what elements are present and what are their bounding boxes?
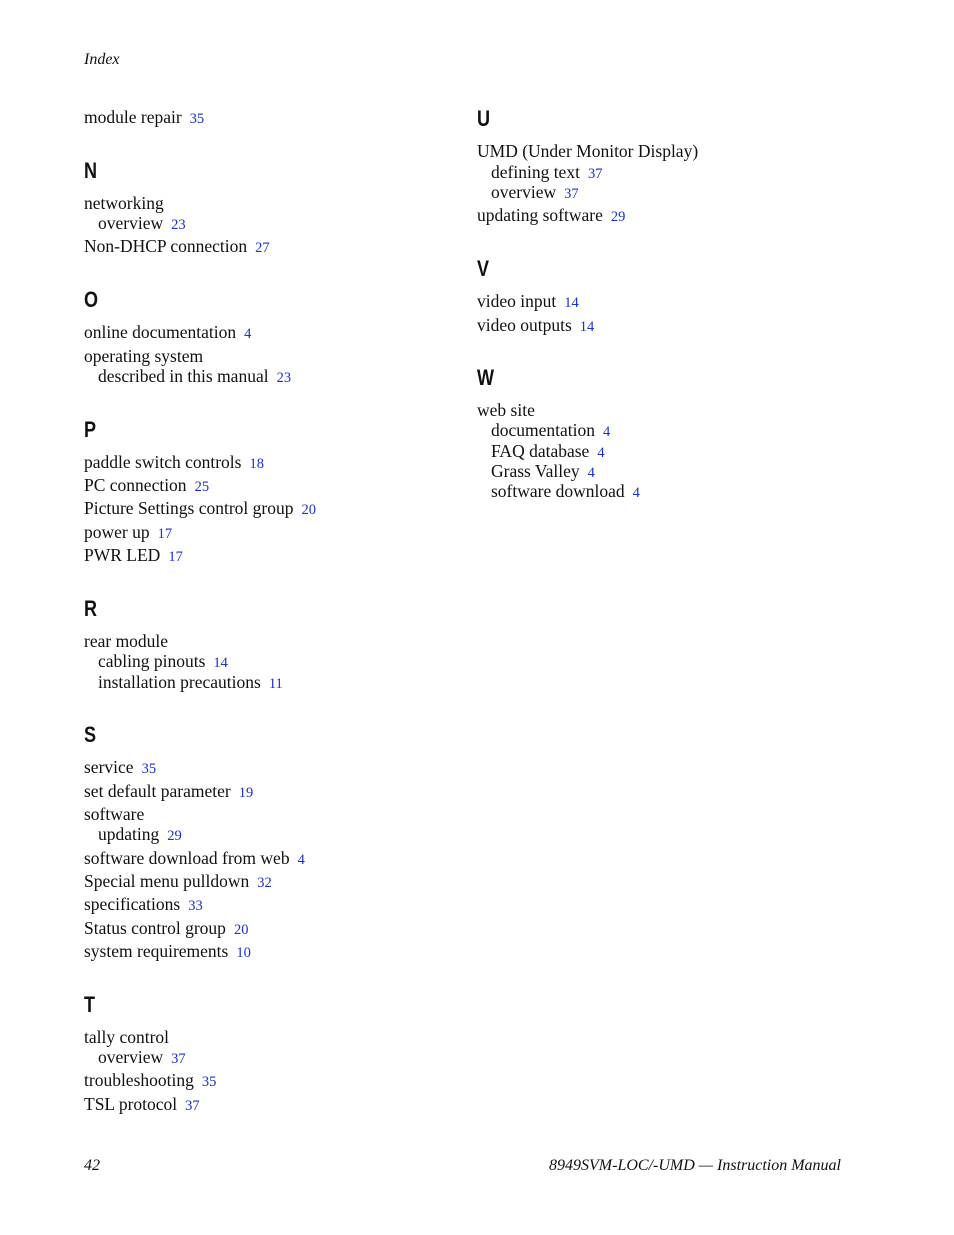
page-link[interactable]: 4 <box>587 465 595 481</box>
index-entry: TSL protocol 37 <box>84 1094 200 1114</box>
section-letter-r: R <box>84 596 98 621</box>
index-subentry: installation precautions 11 <box>98 672 283 692</box>
page-link[interactable]: 27 <box>255 240 270 256</box>
page-link[interactable]: 35 <box>201 1074 217 1090</box>
page-link[interactable]: 4 <box>297 852 305 868</box>
index-entry: specifications 33 <box>84 894 203 914</box>
index-entry: online documentation 4 <box>84 322 252 342</box>
index-entry: Picture Settings control group 20 <box>84 498 316 518</box>
index-entry: software download from web 4 <box>84 848 305 868</box>
manual-title: 8949SVM-LOC/-UMD — Instruction Manual <box>549 1157 841 1174</box>
index-entry: video input 14 <box>477 291 579 311</box>
page-number: 42 <box>84 1157 100 1174</box>
page-link[interactable]: 17 <box>168 549 183 565</box>
index-entry: paddle switch controls 18 <box>84 452 264 472</box>
page-link[interactable]: 4 <box>597 445 605 461</box>
index-subentry: software download 4 <box>491 481 640 501</box>
page-link[interactable]: 35 <box>141 761 157 777</box>
page-link[interactable]: 33 <box>188 898 203 914</box>
page-link[interactable]: 14 <box>564 295 579 311</box>
page-link[interactable]: 23 <box>276 370 292 386</box>
index-entry: rear module <box>84 631 169 651</box>
index-entry: power up 17 <box>84 522 173 542</box>
page-link[interactable]: 4 <box>603 424 611 440</box>
page-link[interactable]: 29 <box>167 828 182 844</box>
index-entry: tally control <box>84 1027 170 1047</box>
page-link[interactable]: 37 <box>185 1098 200 1114</box>
section-letter-p: P <box>84 417 97 442</box>
page-link[interactable]: 35 <box>189 111 205 127</box>
index-entry: web site <box>477 400 535 420</box>
page-link[interactable]: 37 <box>587 166 603 182</box>
index-entry: service 35 <box>84 757 157 777</box>
index-subentry: updating 29 <box>98 824 182 844</box>
index-subentry: overview 23 <box>98 213 186 233</box>
page-link[interactable]: 20 <box>301 502 316 518</box>
index-subentry: FAQ database 4 <box>491 441 605 461</box>
index-entry: Non-DHCP connection 27 <box>84 236 270 256</box>
section-letter-n: N <box>84 158 98 183</box>
page-link[interactable]: 11 <box>268 676 283 692</box>
index-entry: software <box>84 804 145 824</box>
page-link[interactable]: 32 <box>257 875 272 891</box>
section-letter-w: W <box>477 365 495 390</box>
index-subentry: defining text 37 <box>491 162 603 182</box>
index-entry: operating system <box>84 346 204 366</box>
index-entry: module repair 35 <box>84 107 205 127</box>
page-link[interactable]: 4 <box>632 485 640 501</box>
page-link[interactable]: 37 <box>171 1051 186 1067</box>
section-letter-o: O <box>84 287 99 312</box>
page-link[interactable]: 19 <box>238 785 254 801</box>
index-entry: system requirements 10 <box>84 941 251 961</box>
section-letter-u: U <box>477 106 491 131</box>
index-subentry: Grass Valley 4 <box>491 461 595 481</box>
page-link[interactable]: 29 <box>610 209 626 225</box>
index-entry: UMD (Under Monitor Display) <box>477 141 699 161</box>
index-entry: Status control group 20 <box>84 918 249 938</box>
page-link[interactable]: 17 <box>157 526 173 542</box>
page-link[interactable]: 10 <box>236 945 251 961</box>
index-subentry: described in this manual 23 <box>98 366 292 386</box>
index-entry: networking <box>84 193 164 213</box>
index-subentry: cabling pinouts 14 <box>98 651 228 671</box>
index-entry: PC connection 25 <box>84 475 210 495</box>
index-entry: updating software 29 <box>477 205 626 225</box>
index-subentry: documentation 4 <box>491 420 611 440</box>
page-link[interactable]: 14 <box>579 319 595 335</box>
index-subentry: overview 37 <box>491 182 579 202</box>
page-link[interactable]: 25 <box>194 479 210 495</box>
section-letter-v: V <box>477 256 490 281</box>
index-subentry: overview 37 <box>98 1047 186 1067</box>
page-link[interactable]: 18 <box>249 456 264 472</box>
running-header: Index <box>84 51 120 68</box>
page-link[interactable]: 37 <box>564 186 579 202</box>
section-letter-s: S <box>84 722 97 747</box>
page-link[interactable]: 23 <box>171 217 186 233</box>
page-link[interactable]: 4 <box>244 326 252 342</box>
index-entry: Special menu pulldown 32 <box>84 871 272 891</box>
page-link[interactable]: 20 <box>233 922 249 938</box>
page-link[interactable]: 14 <box>213 655 228 671</box>
index-entry: troubleshooting 35 <box>84 1070 217 1090</box>
section-letter-t: T <box>84 992 96 1017</box>
index-entry: video outputs 14 <box>477 315 595 335</box>
index-entry: PWR LED 17 <box>84 545 183 565</box>
index-entry: set default parameter 19 <box>84 781 254 801</box>
